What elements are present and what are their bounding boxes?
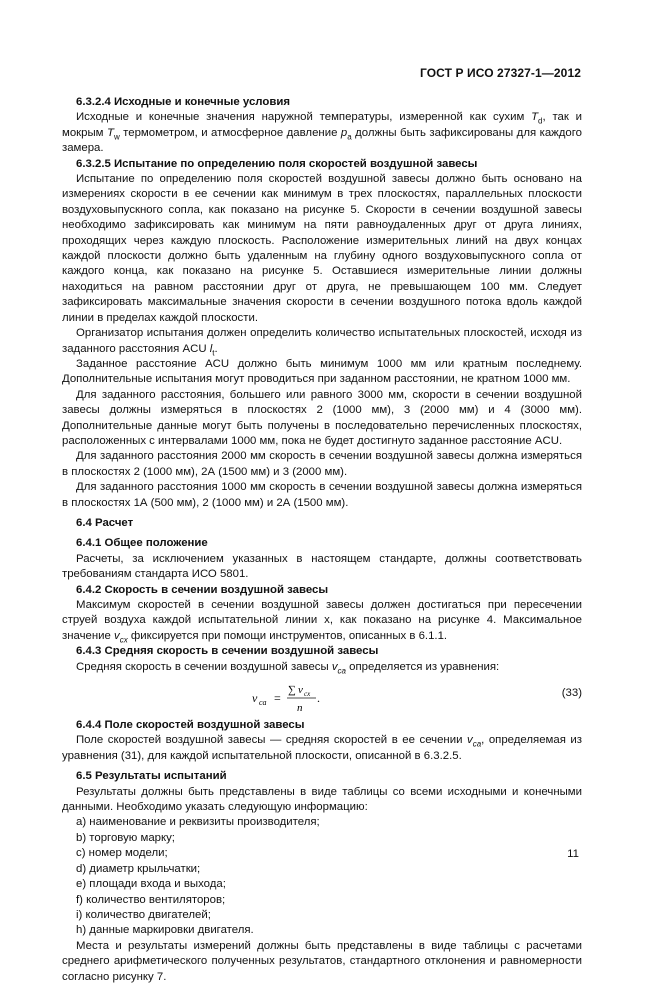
- formula-den: n: [297, 702, 303, 715]
- list-item: c) номер модели;: [76, 847, 168, 860]
- paragraph-6-5-2: Места и результаты измерений должны быть представлены в виде таблицы с расчетами среднего арифметического полученных результатов, стандартного отклонения и равномерности согласно рисунку 7.: [62, 939, 582, 983]
- paragraph-6-3-2-4: Исходные и конечные значения наружной температуры, измеренной как сухим $T_d$, так и мокрым $T_w$ термометром, и атмосферное давление $p_a$ должны быть зафиксированы для каждого замера.: [62, 111, 583, 155]
- heading-6-4: 6.4 Расчет: [76, 516, 134, 529]
- list-item: a) наименование и реквизиты производителя;: [76, 816, 320, 829]
- document-header-id: ГОСТ Р ИСО 27327-1—2012: [419, 66, 581, 80]
- equation-formula: [250, 681, 400, 713]
- formula-num-sub: cx: [304, 690, 311, 699]
- list-item: d) диаметр крыльчатки;: [76, 862, 201, 875]
- heading-6-4-2: 6.4.2 Скорость в сечении воздушной завесы: [76, 583, 329, 596]
- paragraph-6-4-4: Поле скоростей воздушной завесы — средняя скоростей в ее сечении $v_{ca}$, определяемая из уравнения (31), для каждой испытательной плоскости, описанной в 6.3.2.5.: [62, 734, 582, 762]
- document-body: [62, 95, 582, 985]
- paragraph-6-3-2-5-3: Заданное расстояние ACU должно быть минимум 1000 мм или кратным последнему. Дополнительные испытания могут проводиться при заданном расстоянии, не кратном 1000 мм.: [62, 357, 582, 386]
- paragraph-6-3-2-5-5: Для заданного расстояния 2000 мм скорость в сечении воздушной завесы должна измеряться в плоскостях 2 (1000 мм), 2А (1500 мм) и 3 (2000 мм).: [62, 450, 582, 478]
- formula-num-v: v: [298, 684, 303, 697]
- equation-33: [62, 678, 582, 714]
- list-item: e) площади входа и выхода;: [76, 878, 226, 891]
- paragraph-6-4-1: Расчеты, за исключением указанных в настоящем стандарте, должны соответствовать требованиям стандарта ИСО 5801.: [62, 552, 582, 581]
- heading-6-4-3: 6.4.3 Средняя скорость в сечении воздушной завесы: [76, 645, 379, 658]
- paragraph-6-4-3: Средняя скорость в сечении воздушной завесы $v_{ca}$ определяется из уравнения:: [76, 660, 500, 675]
- formula-dot: .: [317, 691, 320, 706]
- formula-equals: =: [274, 691, 281, 706]
- heading-6-4-4: 6.4.4 Поле скоростей воздушной завесы: [76, 719, 305, 732]
- paragraph-6-3-2-5-1: Испытание по определению поля скоростей воздушной завесы должно быть основано на измерениях скорости в ее сечении как минимум в трех плоскостях, параллельных плоскости воздуховыпускного сопла, как показано на рисунке 5. Скорости в сечении воздушной завесы необходимо зафиксировать как минимум на пяти равноудаленных друг от друга линиях, проходящих через каждую плоскость. Расположение измерительных линий на двух концах каждой плоскости должно быть удаленным на глубину одного воздуховыпускного сопла от каждого конца, как показано на рисунке 5. Оставшиеся измерительные линии должны находиться на равном расстоянии друг от друга, не превышающем 100 мм. Следует зафиксировать максимальные значения скорости в сечении воздушного потока вдоль каждой линии в пределах каждой плоскости.: [62, 173, 582, 324]
- equation-number: (33): [561, 687, 582, 700]
- heading-6-3-2-4: 6.3.2.4 Исходные и конечные условия: [76, 96, 290, 108]
- list-item: f) количество вентиляторов;: [76, 893, 226, 906]
- paragraph-6-3-2-5-2: Организатор испытания должен определить количество испытательных плоскостей, исходя из заданного расстояния ACU $l_t$.: [62, 327, 582, 357]
- heading-6-5: 6.5 Результаты испытаний: [76, 770, 227, 783]
- paragraph-6-5-1: Результаты должны быть представлены в виде таблицы со всеми исходными и конечными данными. Необходимо указать следующую информацию:: [62, 785, 582, 814]
- paragraph-6-4-2: Максимум скоростей в сечении воздушной завесы должен достигаться при пересечении струей воздуха каждой испытательной линии x, как показано на рисунке 4. Максимальное значение $v_{cx}$ фиксируется при помощи инструментов, описанных в 6.1.1.: [62, 599, 582, 645]
- heading-6-3-2-5: 6.3.2.5 Испытание по определению поля скоростей воздушной завесы: [76, 157, 478, 170]
- heading-6-4-1: 6.4.1 Общее положение: [76, 537, 208, 550]
- paragraph-6-3-2-5-6: Для заданного расстояния 1000 мм скорость в сечении воздушной завесы должна измеряться в плоскостях 1А (500 мм), 2 (1000 мм) и 2А (1500 мм).: [62, 481, 582, 509]
- page-number: 11: [567, 848, 579, 860]
- formula-svg: [250, 681, 400, 715]
- formula-sum: ∑: [288, 684, 296, 697]
- list-item: b) торговую марку;: [76, 831, 175, 844]
- formula-lhs-sub: ca: [259, 698, 267, 708]
- list-item: i) количество двигателей;: [76, 908, 211, 921]
- paragraph-6-3-2-5-4: Для заданного расстояния, большего или равного 3000 мм, скорости в сечении воздушной завесы должны измеряться в плоскостях 2 (1000 мм), 3 (2000 мм) и 4 (3000 мм). Дополнительные данные могут быть получены в последовательно перечисленных плоскостях, расположенных с интервалами 1000 мм, пока не будет достигнуто заданное расстояние ACU.: [62, 388, 582, 447]
- formula-lhs: v: [252, 691, 258, 706]
- list-item: h) данные маркировки двигателя.: [76, 924, 254, 937]
